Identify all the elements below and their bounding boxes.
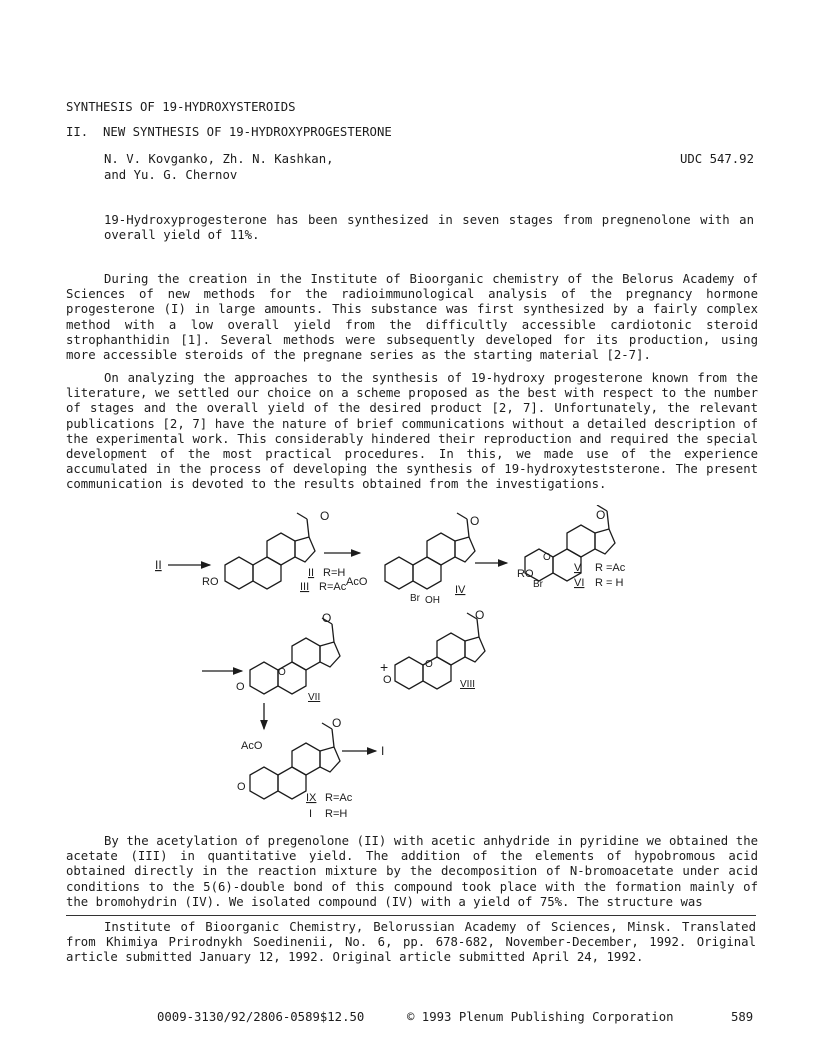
scheme-row-2	[202, 608, 485, 703]
ether-bridge-o: O	[543, 552, 551, 563]
ketone-o-label: O	[596, 508, 606, 522]
authors-line-2: and Yu. G. Chernov	[104, 168, 238, 182]
compound-IV-label: IV	[455, 584, 466, 596]
r-h-label: R=H	[325, 808, 348, 820]
bromo-substituent: Br	[410, 593, 420, 604]
compound-II-label: II	[308, 567, 315, 579]
copyright-notice: © 1993 Plenum Publishing Corporation	[407, 1010, 674, 1024]
enone-o-label: O	[236, 681, 245, 693]
compound-III-label: III	[300, 581, 310, 593]
udc-code: UDC 547.92	[679, 152, 754, 166]
aco-substituent: AcO	[241, 740, 263, 752]
compound-I-label: I	[309, 808, 313, 820]
compound-VII-label: VII	[308, 692, 321, 703]
article-code: 0009-3130/92/2806-0589$12.50	[157, 1010, 365, 1024]
aco-substituent: AcO	[346, 576, 368, 588]
page-footer	[157, 1010, 757, 1026]
authors-line-1: N. V. Kovganko, Zh. N. Kashkan,	[104, 152, 334, 166]
compound-VI-label: VI	[574, 577, 585, 589]
ketone-o-label: O	[332, 716, 342, 730]
body-paragraph-3	[66, 834, 758, 910]
plus-sign: +	[380, 659, 389, 675]
authors-block	[104, 152, 754, 184]
scheme-row-1	[155, 505, 626, 606]
series-title: SYNTHESIS OF 19-HYDROXYSTEROIDS	[66, 100, 296, 114]
reaction-scheme	[150, 505, 750, 825]
ketone-o-label: O	[470, 514, 480, 528]
paragraph-text: By the acetylation of pregenolone (II) with acetic anhydride in pyridine we obtained the acetate (III) in quantitative yield. The addition of the elements of hypobromous acid obtained directly in the reaction mixture by the decomposition of N-bromoacetate under acid conditions to the 5(6)-double bond of this compound took place with the formation mainly of the bromohydrin (IV). We isolated compound (IV) with a yield of 75%. The structure was	[66, 834, 758, 909]
paragraph-text: On analyzing the approaches to the synthesis of 19-hydroxy progesterone known from the literature, we settled our choice on a scheme proposed as the best with respect to the number of stages and the overall yield of the desired product [2, 7]. Unfortunately, the relevant publications [2, 7] have the nature of brief communications without a detailed description of the experimental work. This considerably hindered their reproduction and required the special development of the most practical procedures. In this, we made use of the experience accumulated in the process of developing the synthesis of 19-hydroxyteststerone. The present communication is devoted to the results obtained from the investigations.	[66, 371, 758, 492]
steroid-structure-IV	[385, 513, 475, 589]
r-ac-label: R=Ac	[319, 581, 347, 593]
ketone-o-label: O	[320, 509, 330, 523]
product-I-label: I	[381, 744, 385, 758]
page-number: 589	[731, 1010, 754, 1024]
paragraph-text: During the creation in the Institute of Bioorganic chemistry of the Belorus Academy of Sciences of new methods for the radioimmunological analysis of the pregnancy hormone progesterone (I) in large amounts. This substance was first synthesized by a fairly complex method with a low overall yield from the difficultly accessible cardiotonic steroid strophanthidin [1]. Several methods were subsequently developed for its production, using more accessible steroids of the pregnane series as the starting material [2-7].	[66, 272, 758, 363]
scheme-row-3	[237, 703, 384, 820]
ro-substituent: RO	[517, 568, 534, 580]
footnote: Institute of Bioorganic Chemistry, Belorussian Academy of Sciences, Minsk. Translated from Khimiya Prirodnykh Soedinenii, No. 6, pp. 678-682, November-December, 1992. Original article submitted January 12, 1992. Original article submitted April 24, 1992.	[66, 920, 756, 965]
ro-substituent: RO	[202, 576, 219, 588]
steroid-structure-VIII	[395, 613, 485, 689]
hydroxy-substituent: OH	[425, 595, 440, 606]
bromo-substituent: Br	[533, 579, 543, 590]
ether-bridge-o: O	[425, 659, 433, 670]
r-h-label: R=H	[323, 567, 346, 579]
article-title: II. NEW SYNTHESIS OF 19-HYDROXYPROGESTERONE	[66, 125, 392, 139]
ketone-o-label: O	[322, 611, 332, 625]
enone-o-label: O	[237, 781, 246, 793]
body-paragraph-1	[66, 272, 758, 363]
compound-IX-label: IX	[306, 792, 317, 804]
steroid-structure-II-III	[225, 513, 315, 589]
enone-o-label: O	[383, 674, 392, 686]
ketone-o-label: O	[475, 608, 485, 622]
steroid-structure-IX	[250, 723, 340, 799]
steroid-structure-VII	[250, 618, 340, 694]
compound-V-label: V	[574, 562, 582, 574]
article-heading	[66, 100, 756, 150]
ether-bridge-o: O	[278, 667, 286, 678]
footnote-divider	[66, 915, 756, 916]
start-compound-label: II	[155, 558, 162, 572]
r-h-label: R = H	[595, 577, 624, 589]
r-ac-label: R =Ac	[595, 562, 626, 574]
abstract: 19-Hydroxyprogesterone has been synthesized in seven stages from pregnenolone with an overall yield of 11%.	[104, 213, 754, 243]
body-paragraph-2	[66, 371, 758, 493]
compound-VIII-label: VIII	[460, 679, 476, 690]
r-ac-label: R=Ac	[325, 792, 353, 804]
